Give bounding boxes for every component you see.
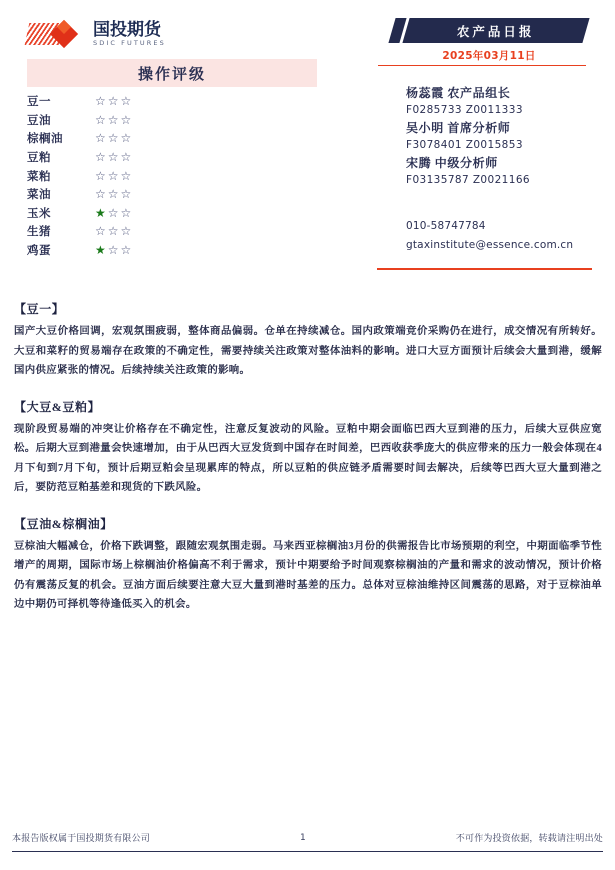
- page-footer: [12, 831, 603, 844]
- star-empty-icon: ☆: [107, 187, 119, 202]
- banner-body: [402, 18, 589, 43]
- star-filled-icon: ★: [95, 205, 106, 220]
- star-empty-icon: ☆: [95, 168, 106, 183]
- document-title-banner: [392, 18, 586, 43]
- rating-panel-title: 操作评级: [137, 66, 206, 83]
- rating-row: [27, 185, 317, 204]
- star-empty-icon: ☆: [95, 187, 106, 202]
- rating-commodity-name: 菜粕: [27, 170, 51, 183]
- page-header: [0, 0, 615, 282]
- contact-phone: 010-58747784: [406, 220, 486, 232]
- star-empty-icon: ☆: [107, 94, 119, 109]
- star-empty-icon: ☆: [120, 131, 132, 146]
- header-bottom-divider: [377, 268, 592, 270]
- star-empty-icon: ☆: [120, 94, 132, 109]
- rating-list: [27, 92, 317, 259]
- footer-copyright: 本报告版权属于国投期货有限公司: [12, 833, 151, 843]
- analyst-name: 宋腾 中级分析师: [406, 156, 498, 170]
- footer-divider: [12, 851, 603, 853]
- section-heading: 【大豆&豆粕】: [14, 399, 101, 414]
- company-logo: [27, 19, 166, 49]
- rating-panel-title-bar: [27, 59, 317, 87]
- star-empty-icon: ☆: [95, 150, 106, 165]
- rating-row: [27, 129, 317, 148]
- star-empty-icon: ☆: [120, 112, 132, 127]
- star-empty-icon: ☆: [107, 224, 119, 239]
- star-empty-icon: ☆: [107, 205, 119, 220]
- section-heading: 【豆油&棕榈油】: [14, 516, 113, 531]
- document-date: 2025年03月11日: [442, 50, 536, 62]
- star-empty-icon: ☆: [95, 224, 106, 239]
- star-empty-icon: ☆: [107, 168, 119, 183]
- rating-commodity-name: 鸡蛋: [27, 245, 51, 258]
- report-sections: [14, 300, 602, 632]
- rating-stars: [95, 244, 131, 256]
- logo-name-cn: 国投期货: [93, 19, 161, 40]
- star-empty-icon: ☆: [107, 150, 119, 165]
- star-empty-icon: ☆: [95, 94, 106, 109]
- rating-row: [27, 148, 317, 167]
- rating-row: [27, 241, 317, 260]
- rating-commodity-name: 豆粕: [27, 152, 51, 165]
- section-body-text: 国产大豆价格回调，宏观氛围疲弱，整体商品偏弱。仓单在持续减仓。国内政策端竞价采购仍在进行，成交情况有所转好。大豆和菜籽的贸易端存在政策的不确定性，需要持续关注政策对整体油料的影响。进口大豆方面预计后续会大量到港，缓解国内供应紧张的情况。后续持续关注政策的影响。: [14, 326, 602, 376]
- section-body-text: 豆棕油大幅减仓，价格下跌调整，跟随宏观氛围走弱。马来西亚棕榈油3月份的供需报告比市场预期的利空，中期面临季节性增产的周期，国际市场上棕榈油价格偏高不利于需求，预计中期要给予时间观察棕榈油的产量和需求的波动情况，预计价格仍有震荡反复的机会。豆油方面后续要注意大豆大量到港时基差的压力。总体对豆棕油维持区间震荡的思路，对于豆棕油单边中期仍可择机等待逢低买入的机会。: [14, 540, 602, 610]
- contact-email[interactable]: gtaxinstitute@essence.com.cn: [406, 239, 574, 251]
- star-filled-icon: ★: [95, 243, 106, 258]
- date-underline-divider: [378, 65, 586, 66]
- rating-stars: [95, 207, 131, 219]
- rating-stars: [95, 95, 131, 107]
- analyst-name: 杨蕊霞 农产品组长: [406, 86, 511, 100]
- star-empty-icon: ☆: [120, 224, 132, 239]
- logo-name-en: SDIC FUTURES: [93, 38, 166, 47]
- star-empty-icon: ☆: [120, 187, 132, 202]
- rating-stars: [95, 132, 131, 144]
- analyst-license-code: F3078401 Z0015853: [406, 139, 523, 151]
- section-body-text: 现阶段贸易端的冲突让价格存在不确定性，注意反复波动的风险。豆粕中期会面临巴西大豆到港的压力，后续大豆供应宽松。后期大豆到港量会快速增加，由于从巴西大豆发货到中国存在时间差，巴西收获季庞大的供应带来的压力一般会体现在4月下旬到7月下旬，预计后期豆粕会呈现累库的特点，所以豆粕的供应链矛盾需要时间去解决，后续等巴西大豆大量到港之后，要防范豆粕基差和现货的下跌风险。: [14, 423, 602, 493]
- rating-row: [27, 92, 317, 111]
- star-empty-icon: ☆: [120, 168, 132, 183]
- section-heading: 【豆一】: [14, 302, 65, 316]
- rating-stars: [95, 114, 131, 126]
- star-empty-icon: ☆: [120, 150, 132, 165]
- analyst-license-code: F0285733 Z0011333: [406, 104, 523, 116]
- rating-stars: [95, 151, 131, 163]
- rating-row: [27, 204, 317, 223]
- footer-disclaimer: 不可作为投资依据，转载请注明出处: [455, 833, 603, 843]
- footer-page-number: 1: [299, 832, 306, 843]
- rating-commodity-name: 豆油: [27, 114, 51, 127]
- report-section: [14, 398, 602, 498]
- rating-stars: [95, 170, 131, 182]
- rating-row: [27, 222, 317, 241]
- rating-row: [27, 111, 317, 130]
- star-empty-icon: ☆: [120, 205, 132, 220]
- rating-commodity-name: 棕榈油: [27, 133, 63, 146]
- rating-commodity-name: 豆一: [27, 96, 51, 109]
- rating-commodity-name: 玉米: [27, 207, 51, 220]
- rating-commodity-name: 菜油: [27, 189, 51, 202]
- rating-row: [27, 166, 317, 185]
- rating-stars: [95, 225, 131, 237]
- contact-block: [406, 217, 611, 255]
- analyst-name: 吴小明 首席分析师: [406, 121, 511, 135]
- star-empty-icon: ☆: [95, 131, 106, 146]
- document-title: 农产品日报: [457, 24, 535, 39]
- star-empty-icon: ☆: [107, 243, 119, 258]
- report-section: [14, 300, 602, 381]
- logo-mark-icon: [27, 20, 87, 48]
- star-empty-icon: ☆: [120, 243, 132, 258]
- star-empty-icon: ☆: [95, 112, 106, 127]
- rating-commodity-name: 生猪: [27, 226, 51, 239]
- star-empty-icon: ☆: [107, 112, 119, 127]
- star-empty-icon: ☆: [107, 131, 119, 146]
- report-section: [14, 515, 602, 615]
- rating-stars: [95, 188, 131, 200]
- logo-text: [93, 21, 166, 48]
- analyst-license-code: F03135787 Z0021166: [406, 174, 530, 186]
- analyst-list: [406, 84, 606, 189]
